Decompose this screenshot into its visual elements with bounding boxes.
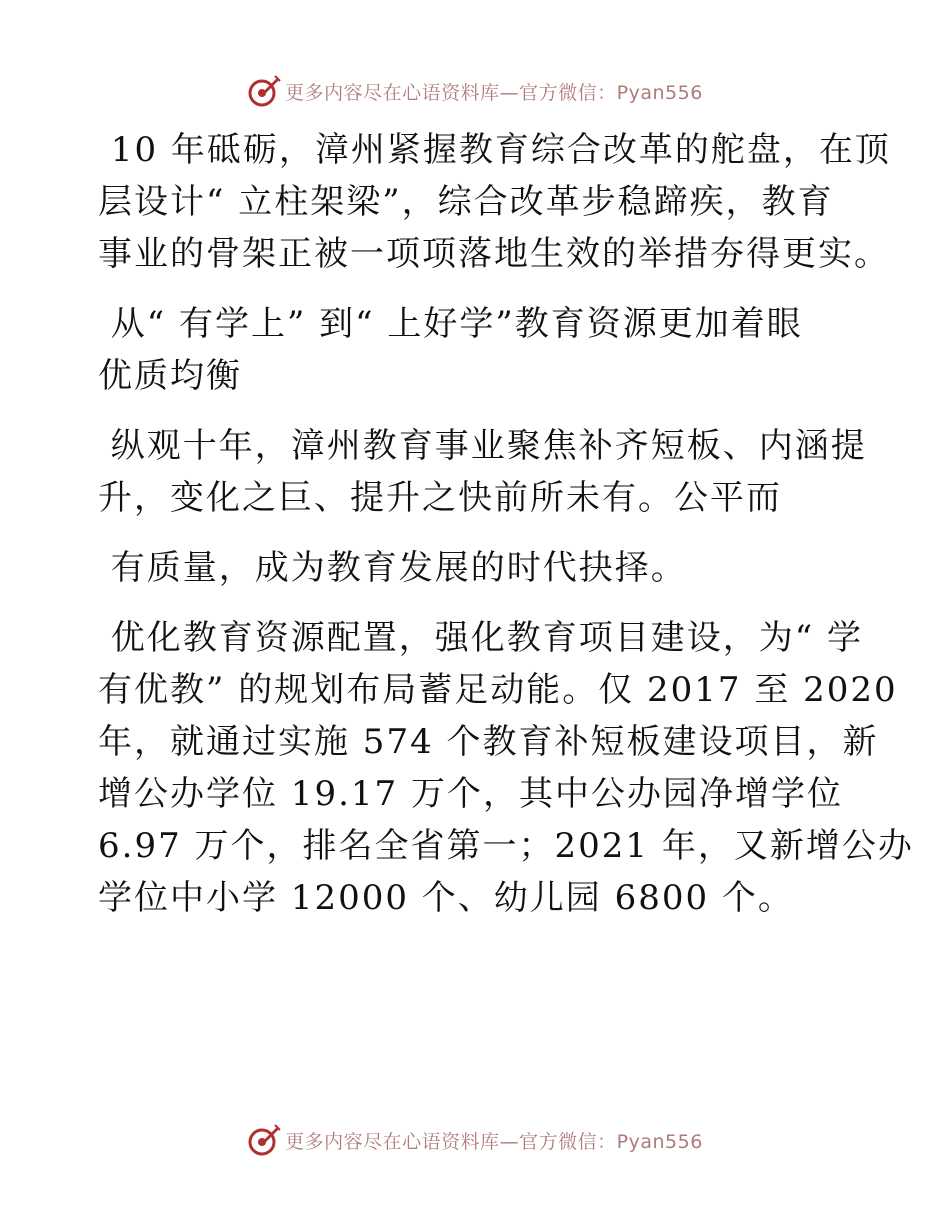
pen-logo-icon xyxy=(247,1123,281,1157)
paragraph-overview xyxy=(98,420,867,524)
text-line: 有优教” 的规划布局蓄足动能。仅 2017 至 2020 xyxy=(98,670,898,710)
text-line: 事业的骨架正被一项项落地生效的举措夯得更实。 xyxy=(98,234,890,274)
paragraph-quality xyxy=(98,542,858,594)
text-line: 增公办学位 19.17 万个，其中公办园净增学位 xyxy=(98,774,843,814)
text-line: 纵观十年，漳州教育事业聚焦补齐短板、内涵提 xyxy=(98,426,867,466)
article-body xyxy=(98,124,914,924)
text-line: 升，变化之巨、提升之快前所未有。公平而 xyxy=(98,478,782,518)
text-line: 学位中小学 12000 个、幼儿园 6800 个。 xyxy=(98,878,794,918)
header-banner-text: 更多内容尽在心语资料库—官方微信：Pyan556 xyxy=(285,81,703,104)
text-line: 优化教育资源配置，强化教育项目建设，为“ 学 xyxy=(98,618,863,658)
text-line: 年，就通过实施 574 个教育补短板建设项目，新 xyxy=(98,722,879,762)
footer-banner xyxy=(0,1120,950,1160)
pen-logo-icon xyxy=(247,74,281,108)
section-heading xyxy=(98,298,858,402)
text-line: 层设计“ 立柱架梁”，综合改革步稳蹄疾，教育 xyxy=(98,182,834,222)
text-line: 优质均衡 xyxy=(98,356,242,396)
text-line: 10 年砥砺，漳州紧握教育综合改革的舵盘，在顶 xyxy=(98,130,891,170)
footer-banner-text: 更多内容尽在心语资料库—官方微信：Pyan556 xyxy=(285,1130,703,1153)
text-line: 6.97 万个，排名全省第一；2021 年，又新增公办 xyxy=(98,826,914,866)
text-line: 有质量，成为教育发展的时代抉择。 xyxy=(98,548,687,588)
paragraph-reform xyxy=(98,124,891,280)
header-banner xyxy=(0,71,950,111)
paragraph-resources xyxy=(98,612,914,924)
text-line: 从“ 有学上” 到“ 上好学”教育资源更加着眼 xyxy=(98,304,803,344)
